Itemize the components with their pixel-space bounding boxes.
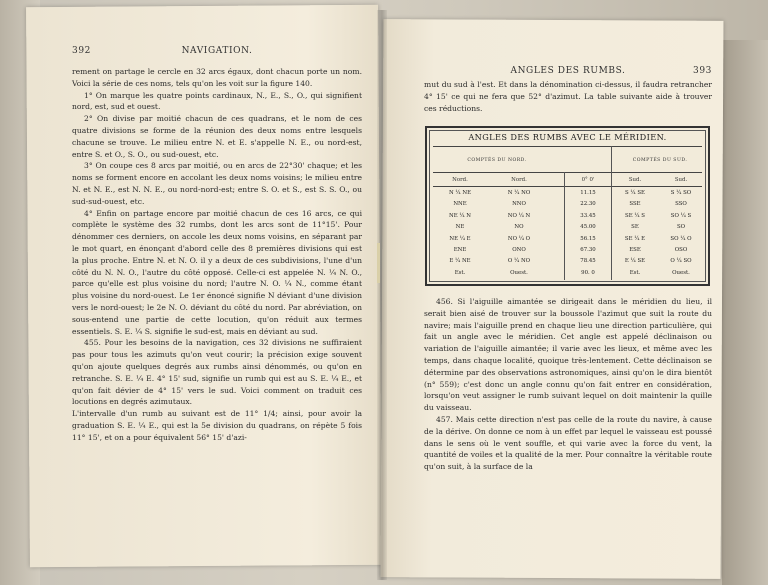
table-cell: NO [514,224,524,231]
table-cell: OSO [674,247,688,253]
table-cell: NE ¼ E [449,235,471,242]
paragraph: 3° On coupe ces 8 arcs par moitié, ou en arcs de 22°30' chaque; et les noms se forment encore en accolant les deux noms voisins; le milieu entre N. et N. E., est N. N. E., ou nord-nord-est; entre S. O. et S., est S. S. O., ou sud-sud-ouest, etc. [72,161,362,206]
table-cell: SSO [675,201,687,208]
table-cell: 45.00 [580,224,596,231]
group-header-north: COMPTÉS DU NORD. [467,158,527,163]
book-cover-right [722,40,768,585]
table-cell: SE [631,224,639,231]
table-cell: Ouest. [510,269,528,276]
table-cell: 78.45 [580,258,596,265]
right-page-number: 393 [693,66,712,76]
table-rule [433,186,702,187]
column-header: Sud. [628,177,642,183]
table-cell: E ¼ NE [449,258,471,265]
table-cell: NE ¼ N [448,212,472,219]
paragraph: 456. Si l'aiguille aimantée se dirigeait dans le méridien du lieu, il serait bien aisé de trouver sur la boussole l'azimut que suit la route du navire; mais l'aiguille prend en chaque lieu une direction particulière, qui fait un angle avec le méridien. Cet angle est appelé déclinaison ou variation de l'aiguille aimantée; il varie avec les lieux, et même avec les temps, dans chaque localité, quoique très-lentement. Cette déclinaison se détermine par des observations astronomiques, ainsi qu'on le dira bientôt (n° 559); c'est donc un angle connu qu'on fait entrer en considération, lorsqu'on veut assigner le rumb suivant lequel on doit maintenir la quille du vaisseau. [424,297,712,413]
table-cell: NE [455,224,465,231]
paragraph: 2° On divise par moitié chacun de ces quadrans, et le nom de ces quatre divisions se forme de la réunion des deux noms entre lesquels chacune se trouve. Le milieu entre N. et E. s'appelle N. E., ou nord-est, entre S. et O., S. O., ou sud-ouest, etc. [72,114,362,159]
paragraph: 4° Enfin on partage encore par moitié chacun de ces 16 arcs, ce qui complète le système des 32 rumbs, dont les arcs sont de 11°15'. Pour dénommer ces derniers, on accole les deux noms voisins, en séparant par le mot quart, en énonçant d'abord celle des 8 premières divisions qui est la plus proche. Entre N. et N. O. il y a deux de ces subdivisions, l'une d'un côté du N. N. O., l'autre du côté opposé. Celle-ci est appelée N. ¼ N. O., parce qu'elle est plus voisine du nord; l'autre N. O. ¼ N., comme étant plus voisine du nord-ouest. Le 1er énoncé signifie N déviant d'une division vers le nord-ouest; le 2e N. O. déviant du côté du nord. Par abréviation, on sous-entend une partie de cette locution, qu'on réduit aux termes essentiels. S. E. ¼ S. signifie le sud-est, mais en déviant au sud. [72,208,362,336]
table-cell: NNO [512,201,526,208]
table-cell: 90. 0 [581,269,595,276]
table-cell: ENE [453,247,467,253]
column-header: Nord. [452,177,468,183]
table-cell: 56.15 [580,235,596,242]
paragraph: L'intervalle d'un rumb au suivant est de 11° 1/4; ainsi, pour avoir la graduation S. E. ¼ E., qui est la 5e division du quadrans, on répète 5 fois 11° 15', et on a pour équivalent 56° 15' d'azi- [72,409,362,442]
table-cell: Ouest. [672,269,690,276]
right-page-intro [424,79,712,114]
table-cell: SO ¼ S [670,212,692,219]
table-cell: S ¼ SE [625,190,645,196]
column-header: Nord. [511,177,527,183]
table-cell: 33.45 [580,212,596,219]
book-gutter [377,10,387,580]
column-header: 0° 0' [581,177,595,183]
left-page-text [72,66,362,444]
table-cell: 67.30 [580,247,596,253]
table-cell: ESE [629,247,641,253]
left-page-number: 392 [72,46,91,56]
table-cell: N ¼ NO [507,190,531,196]
table-cell: 11.15 [580,190,596,196]
table-cell: SO ¼ O [670,235,692,242]
table-rule [433,146,702,147]
paragraph: rement on partage le cercle en 32 arcs égaux, dont chacun porte un nom. Voici la série de ces noms, tels qu'on les voit sur la figure 140. [72,67,362,88]
table-cell: NNE [453,201,467,208]
right-page-text [424,296,712,473]
table-cell: NO ¼ N [507,212,531,219]
table-cell: SE ¼ E [624,235,646,242]
table-cell: ONO [512,247,526,253]
table-cell: SO [676,224,686,231]
left-running-head: NAVIGATION. [181,46,253,56]
paragraph: mut du sud à l'est. Et dans la dénomination ci-dessus, il faudra retrancher 4° 15' ce qui ne fera que 52° d'azimut. La table suivante aide à trouver ces réductions. [424,80,712,113]
paragraph: 1° On marque les quatre points cardinaux, N., E., S., O., qui signifient nord, est, sud et ouest. [72,90,362,112]
table-cell: S ¼ SO [670,190,692,196]
table-cell: 22.30 [580,201,596,208]
table-cell: N ¼ NE [448,190,472,196]
table-cell: Est. [454,269,466,276]
table-cell: SSE [629,201,641,208]
table-rule [433,172,702,173]
table-cell: O ¼ SO [670,258,692,265]
table-cell: NO ¼ O [507,235,531,242]
paragraph: 457. Mais cette direction n'est pas celle de la route du navire, à cause de la dérive. On donne ce nom à un effet par lequel le vaisseau est poussé dans le sens où le vent souffle, et qui varie avec la force du vent, la quantité de voiles et la qualité de la mer. Pour connaître la véritable route qu'on suit, à la surface de la [424,414,712,472]
table-cell: Est. [629,269,641,276]
paragraph: 455. Pour les besoins de la navigation, ces 32 divisions ne suffiraient pas pour tous les azimuts qu'on veut courir; la précision exige souvent qu'on ajoute quelques degrés aux rumbs ainsi dénommés, ou qu'on en retranche. S. E. ¼ E. 4° 15' sud, signifie un rumb qui est au S. E. ¼ E., et qu'on fait dévier de 4° 15' vers le sud. Voici comment on traduit ces locutions en degrés azimutaux. [72,338,362,407]
table-divider [611,146,612,280]
table-cell: E ¼ SE [624,258,646,265]
table-title: ANGLES DES RUMBS AVEC LE MÉRIDIEN. [468,132,667,142]
rumb-angle-table [425,126,710,286]
table-cell: SE ¼ S [625,212,645,219]
column-header: Sud. [674,177,688,183]
binding-thread [377,243,380,283]
table-cell: O ¼ NO [507,258,531,265]
group-header-south: COMPTÉS DU SUD. [632,158,688,163]
right-running-head: ANGLES DES RUMBS. [510,66,626,76]
